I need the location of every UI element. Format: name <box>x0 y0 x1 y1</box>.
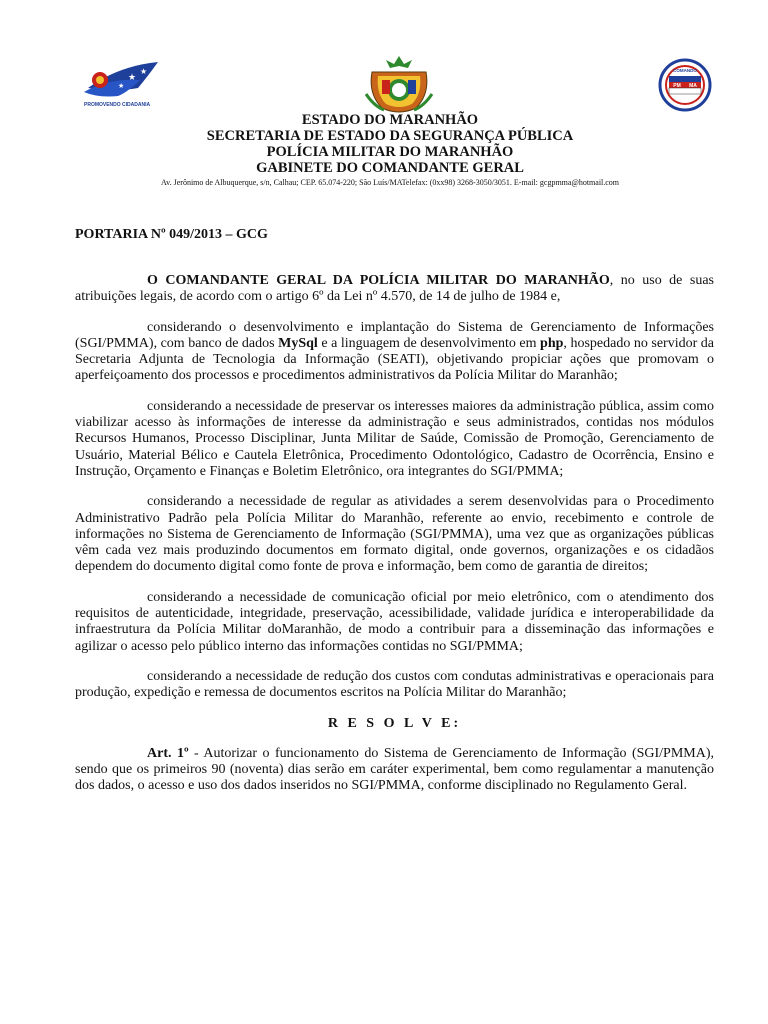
article-1-text: - Autorizar o funcionamento do Sistema de Gerenciamento de Informação (SGI/PMMA), sendo que os primeiros 90 (noventa) dias serão em caráter experimental, bem como regulamentar a manutenção dos dados, o acesso e uso dos dados inseridos no SGI/PMMA, conforme disciplinado no Regulamento Geral. <box>75 745 715 794</box>
svg-text:★: ★ <box>140 67 148 76</box>
paragraph-preamble <box>75 273 714 306</box>
seal-top-text: COMANDO <box>673 68 697 73</box>
mysql-term: MySql <box>278 335 318 351</box>
document-body <box>75 273 714 809</box>
address-line: Av. Jerônimo de Albuquerque, s/n, Calhau; CEP. 65.074-220; São Luís/MATelefax: (0xx98) 3268-3050/3051. E-mail: gcgpmma@hotmail.com <box>160 178 620 187</box>
resolve-heading: R E S O L V E: <box>327 715 462 731</box>
seal-ma-text: MA <box>689 83 697 89</box>
paragraph-considering-4: considerando a necessidade de comunicação oficial por meio eletrônico, com o atendimento dos requisitos de autenticidade, integridade, preservação, acessibilidade, validade jurídica e interoperabilidade da infraestrutura da Polícia Militar doMaranhão, de modo a contribuir para a disseminação das informações e agilizar o acesso pelo público interno das informações contidas no SGI/PMMA; <box>75 589 714 654</box>
cabinet-title: GABINETE DO COMANDANTE GERAL <box>256 160 524 176</box>
secretariat-title: SECRETARIA DE ESTADO DA SEGURANÇA PÚBLICA <box>206 128 574 144</box>
php-term: php <box>540 335 564 351</box>
state-title: ESTADO DO MARANHÃO <box>301 112 479 128</box>
maranhao-coat-of-arms <box>364 54 434 114</box>
article-1 <box>75 746 714 795</box>
commander-title: O COMANDANTE GERAL DA POLÍCIA MILITAR DO MARANHÃO <box>147 273 610 288</box>
seal-pm-text: PM <box>673 83 681 89</box>
article-1-label: Art. 1º <box>147 745 189 761</box>
portaria-number: PORTARIA Nº 049/2013 – GCG <box>75 227 268 242</box>
preamble-text: , no uso de suas atribuições legais, de acordo com o artigo 6º da Lei nº 4.570, de 14 de julho de 1984 e, <box>75 273 714 305</box>
svg-text:★: ★ <box>118 82 125 90</box>
paragraph-considering-1: considerando o desenvolvimento e implantação do Sistema de Gerenciamento de Informações (SGI/PMMA), com banco de dados MySql e a linguagem de desenvolvimento em php, hospedado no servidor da Secretaria Adjunta de Tecnologia da Informação (SEATI), objetivando propiciar ações que promovam o aperfeiçoamento dos processos e procedimentos administrativos da Polícia Militar do Maranhão; <box>75 319 714 384</box>
paragraph-considering-5: considerando a necessidade de redução dos custos com condutas administrativas e operacionais para produção, expedição e remessa de documentos escritos na Polícia Militar do Maranhão; <box>75 668 714 701</box>
police-title: POLÍCIA MILITAR DO MARANHÃO <box>266 144 514 160</box>
paragraph-considering-2: considerando a necessidade de preservar os interesses maiores da administração pública, assim como viabilizar acesso às informações de interesse da administração e seus administrados, contidas nos módulos Recursos Humanos, Processo Disciplinar, Junta Militar de Saúde, Comissão de Promoção, Gerenciamento de Usuário, Material Bélico e Cautela Eletrônica, Procedimento Odontológico, Cadastro de Ocorrência, Ensino e Instrução, Orçamento e Finanças e Boletim Eletrônico, ora integrantes do SGI/PMMA; <box>75 398 714 479</box>
comando-pmma-seal <box>654 58 716 112</box>
svg-text:★: ★ <box>128 73 137 83</box>
letterhead <box>60 112 720 188</box>
promovendo-cidadania-logo <box>78 58 173 110</box>
paragraph-considering-3: considerando a necessidade de regular as atividades a serem desenvolvidas para o Procedimento Administrativo Padrão pela Polícia Militar do Maranhão, referente ao envio, recebimento e controle de informações no Sistema de Gerenciamento de Informação (SGI/PMMA), uma vez que as organizações públicas vêm cada vez mais produzindo documentos em formato digital, onde governos, organizações e os cidadãos dependem do documento digital como fonte de prova e informação, bem como de garantia de direitos; <box>75 494 714 575</box>
logo-caption: PROMOVENDO CIDADANIA <box>84 102 151 108</box>
